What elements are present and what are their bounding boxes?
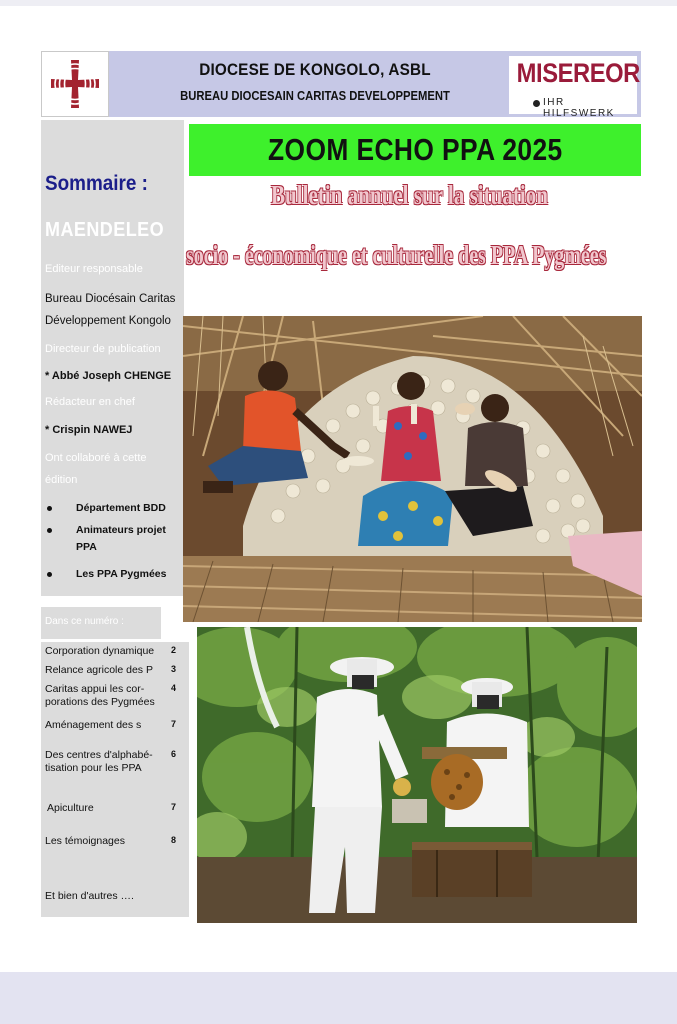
toc-heading: Dans ce numéro : (45, 616, 124, 627)
caritas-logo (41, 51, 109, 117)
maendeleo-heading: MAENDELEO (45, 219, 165, 241)
editeur-label: Editeur responsable (45, 263, 143, 275)
sommaire-heading: Sommaire : (45, 172, 148, 195)
editeur-line1: Bureau Diocésain Caritas (45, 293, 176, 305)
misereor-logo (509, 56, 640, 119)
directeur-name: * Abbé Joseph CHENGE (45, 370, 172, 382)
editeur-line2: Développement Kongolo (45, 315, 171, 327)
redacteur-name: * Crispin NAWEJ (45, 424, 133, 436)
toc-item-caritas-appui: Caritas appui les cor-porations des Pygmées (45, 683, 155, 708)
bulletin-title: ZOOM ECHO PPA 2025 (189, 124, 641, 176)
toc-item-amenagement: Aménagement des s (45, 719, 142, 731)
toc-page: 7 (171, 802, 177, 812)
collab-label-line2: édition (45, 474, 78, 486)
toc-item-autres: Et bien d'autres …. (45, 890, 134, 902)
toc-heading-box (41, 607, 161, 639)
caritas-cross-icon (49, 58, 101, 110)
toc-page: 3 (171, 664, 177, 674)
toc-item-apiculture: Apiculture (47, 802, 94, 814)
directeur-label: Directeur de publication (45, 343, 161, 355)
beekeeping-photo (197, 627, 637, 923)
toc-item-relance: Relance agricole des P (45, 664, 153, 676)
redacteur-label: Rédacteur en chef (45, 396, 135, 408)
toc-page: 2 (171, 645, 177, 655)
misereor-wordmark: MISEREOR (516, 58, 640, 88)
toc-page: 6 (171, 749, 177, 759)
harvest-photo (183, 316, 642, 622)
bottom-bar (0, 972, 677, 1024)
subtitle-line2: socio - économique et culturelle des PPA Pygmées (186, 240, 607, 270)
toc-page: 7 (171, 719, 177, 729)
bureau-subtitle: BUREAU DIOCESAIN CARITAS DEVELOPPEMENT (180, 89, 450, 103)
bullet-icon (47, 506, 52, 511)
toc-page: 4 (171, 683, 177, 693)
top-strip (0, 0, 677, 6)
toc-page: 8 (171, 835, 177, 845)
bullet-icon (47, 572, 52, 577)
misereor-dot-icon (533, 100, 540, 107)
toc-item-alphabetisation: Des centres d'alphabé-tisation pour les PPA (45, 749, 153, 774)
collab-label-line1: Ont collaboré à cette (45, 452, 147, 464)
toc-item-temoignages: Les témoignages (45, 835, 125, 847)
bullet-icon (47, 528, 52, 533)
toc-panel (41, 642, 189, 917)
toc-item-corporation: Corporation dynamique (45, 645, 155, 657)
diocese-title: DIOCESE DE KONGOLO, ASBL (199, 60, 431, 79)
subtitle-line1: Bulletin annuel sur la situation (271, 180, 548, 210)
misereor-tagline: IHR HILFSWERK (543, 97, 615, 119)
